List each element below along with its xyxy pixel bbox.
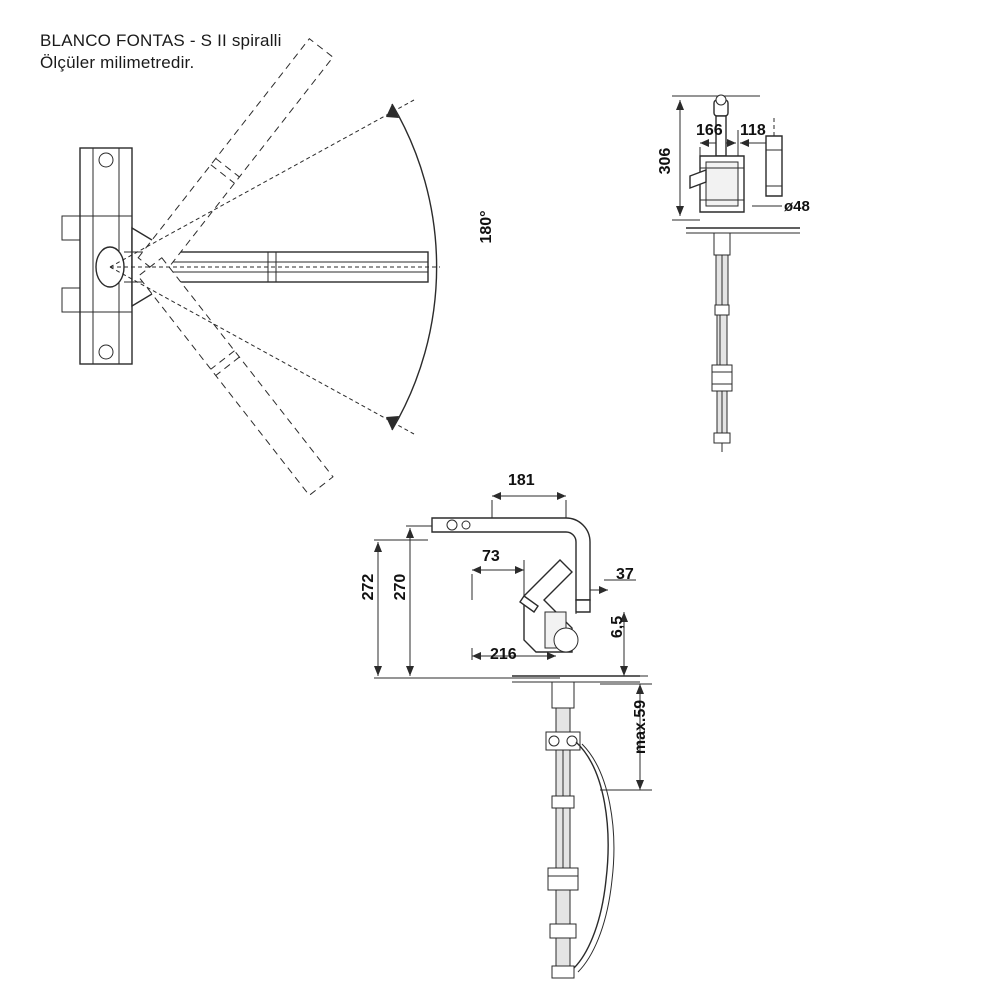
dim-front-reach-inner: 166 bbox=[696, 122, 723, 139]
dim-side-reach: 181 bbox=[508, 472, 535, 489]
dim-swivel-angle: 180° bbox=[478, 210, 495, 244]
top-view-group bbox=[62, 39, 440, 496]
dim-side-max-thickness: max.59 bbox=[632, 699, 649, 755]
front-view-group bbox=[672, 95, 800, 452]
dim-side-base-thickness: 6,5 bbox=[609, 615, 626, 639]
dim-side-handle-offset: 73 bbox=[482, 548, 500, 565]
side-view-group bbox=[374, 492, 652, 978]
dim-front-diameter: ø48 bbox=[784, 198, 810, 215]
dim-front-height: 306 bbox=[657, 147, 674, 175]
dim-side-base-depth: 216 bbox=[490, 646, 517, 663]
dim-side-total-height: 272 bbox=[360, 573, 377, 601]
product-title: BLANCO FONTAS - S II spiralli bbox=[40, 31, 282, 50]
dim-side-spout-height: 270 bbox=[392, 573, 409, 601]
dim-side-handle-depth: 37 bbox=[616, 566, 634, 583]
units-note: Ölçüler milimetredir. bbox=[40, 53, 195, 72]
dim-front-reach-outer: 118 bbox=[740, 122, 766, 139]
